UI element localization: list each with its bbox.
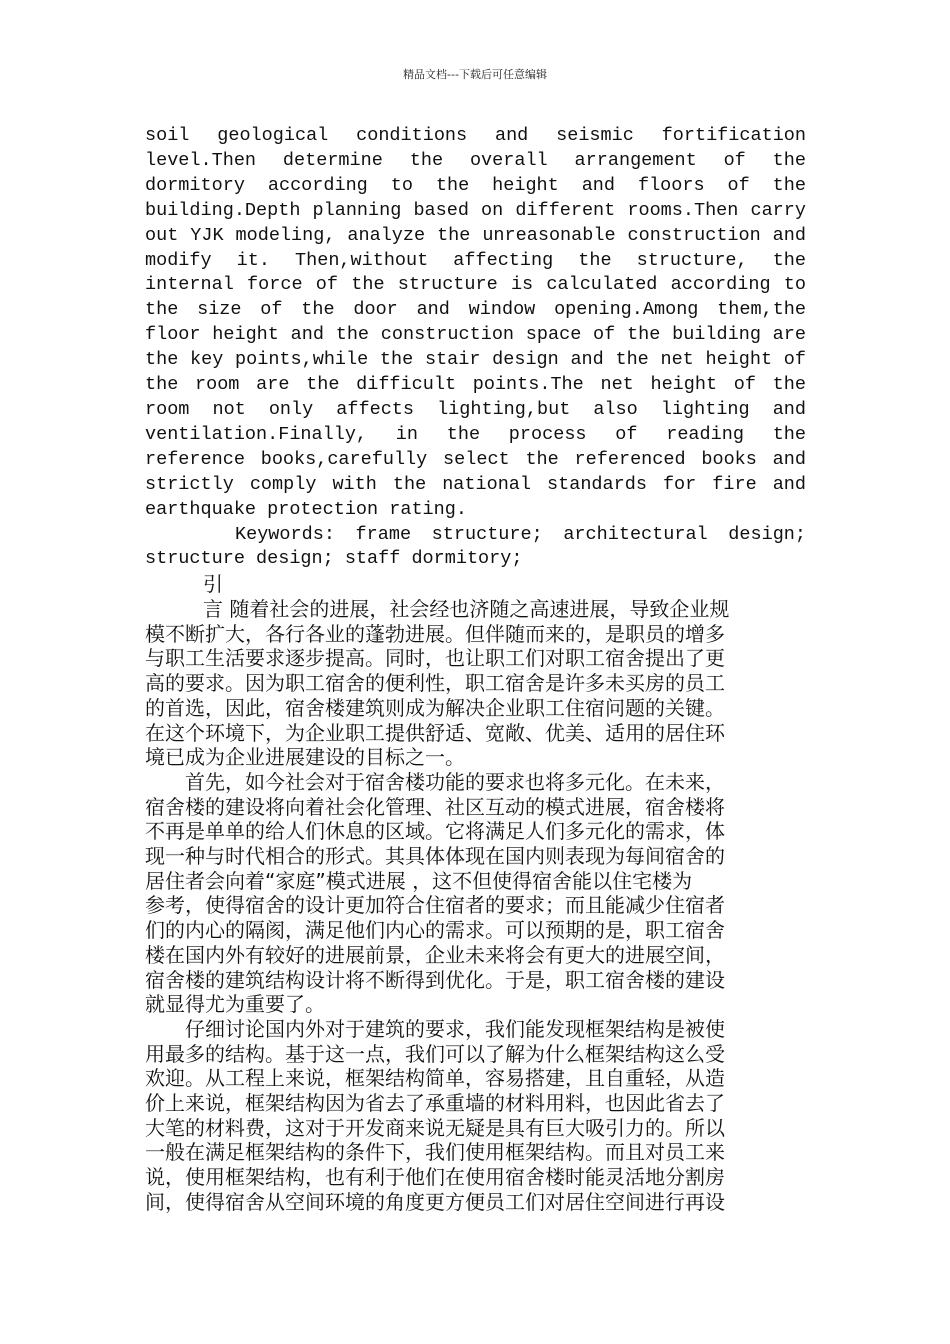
intro-paragraph-2: [145, 770, 806, 1017]
paragraph-line: 仔细讨论国内外对于建筑的要求，我们能发现框架结构是被使: [185, 1016, 725, 1041]
paragraph-line: 一般在满足框架结构的条件下，我们使用框架结构。而且对员工来: [145, 1140, 725, 1165]
abstract-line: internal force of the structure is calculated according to: [145, 274, 806, 296]
intro-paragraph-3: [145, 1017, 806, 1215]
intro-paragraph-1: [145, 597, 806, 770]
paragraph-line: 们的内心的隔阂，满足他们内心的需求。可以预期的是，职工宿舍: [145, 918, 725, 943]
paragraph-line: 参考，使得宿舍的设计更加符合住宿者的要求；而且能减少住宿者: [145, 893, 725, 918]
paragraph-line: 首先，如今社会对于宿舍楼功能的要求也将多元化。在未来，: [185, 769, 725, 794]
abstract-line: strictly comply with the national standards for fire and: [145, 473, 806, 495]
abstract-line: soil geological conditions and seismic fortification: [145, 125, 806, 146]
page-header: 精品文档---下载后可任意编辑: [403, 68, 547, 81]
paragraph-line: 楼在国内外有较好的进展前景，企业未来将会有更大的进展空间，: [145, 942, 725, 967]
paragraph-line: 的首选，因此，宿舍楼建筑则成为解决企业职工住宿问题的关键。: [145, 695, 725, 720]
abstract-line: reference books,carefully select the referenced books and: [145, 448, 806, 470]
abstract-line: building.Depth planning based on different rooms.Then carry: [145, 199, 806, 221]
abstract-line: out YJK modeling, analyze the unreasonable construction and: [145, 224, 806, 246]
paragraph-line: 不再是单单的给人们休息的区域。它将满足人们多元化的需求，体: [145, 819, 725, 844]
paragraph-line: 欢迎。从工程上来说，框架结构简单，容易搭建，且自重轻，从造: [145, 1066, 725, 1091]
abstract-line: ventilation.Finally, in the process of reading the: [145, 423, 806, 445]
document-body: [145, 124, 806, 1215]
keywords-block: [145, 523, 806, 573]
paragraph-line: 与职工生活要求逐步提高。同时，也让职工们对职工宿舍提出了更: [145, 646, 725, 671]
abstract-line: room not only affects lighting,but also lighting and: [145, 398, 806, 420]
abstract-line: the room are the difficult points.The net height of the: [145, 374, 806, 396]
keywords-line: structure design; staff dormitory;: [145, 548, 523, 570]
paragraph-line: 说，使用框架结构，也有利于他们在使用宿舍楼时能灵活地分割房: [145, 1165, 725, 1190]
abstract-line: dormitory according to the height and floors of the: [145, 174, 806, 196]
paragraph-line: 模不断扩大，各行各业的蓬勃进展。但伴随而来的，是职员的增多: [145, 621, 725, 646]
abstract-line: the size of the door and window opening.Among them,the: [145, 299, 806, 321]
intro-section: [145, 572, 806, 1214]
intro-heading: 引: [203, 572, 223, 597]
paragraph-line: 言 随着社会的进展，社会经也济随之高速进展，导致企业规: [203, 597, 730, 622]
paragraph-line: 在这个环境下，为企业职工提供舒适、宽敞、优美、适用的居住环: [145, 720, 725, 745]
paragraph-line: 现一种与时代相合的形式。其具体体现在国内则表现为每间宿舍的: [145, 844, 725, 869]
abstract-line: level.Then determine the overall arrangement of the: [145, 149, 806, 171]
paragraph-line: 宿舍楼的建设将向着社会化管理、社区互动的模式进展，宿舍楼将: [145, 794, 725, 819]
paragraph-line: 就显得尤为重要了。: [145, 992, 325, 1017]
paragraph-line: 居住者会向着“家庭”模式进展 ，这不但使得宿舍能以住宅楼为: [145, 868, 693, 893]
keywords-line: Keywords: frame structure; architectural design;: [235, 523, 806, 545]
abstract-line: modify it. Then,without affecting the structure, the: [145, 249, 806, 271]
abstract-line: earthquake protection rating.: [145, 498, 467, 520]
paragraph-line: 境已成为企业进展建设的目标之一。: [145, 745, 465, 770]
abstract-line: floor height and the construction space of the building are: [145, 324, 806, 346]
paragraph-line: 高的要求。因为职工宿舍的便利性，职工宿舍是许多未买房的员工: [145, 671, 725, 696]
paragraph-line: 大笔的材料费，这对于开发商来说无疑是具有巨大吸引力的。所以: [145, 1115, 725, 1140]
paragraph-line: 价上来说，框架结构因为省去了承重墙的材料用料，也因此省去了: [145, 1091, 725, 1116]
abstract-paragraph: [145, 124, 806, 523]
paragraph-line: 间，使得宿舍从空间环境的角度更方便员工们对居住空间进行再设: [145, 1189, 725, 1214]
paragraph-line: 用最多的结构。基于这一点，我们可以了解为什么框架结构这么受: [145, 1041, 725, 1066]
paragraph-line: 宿舍楼的建筑结构设计将不断得到优化。于是，职工宿舍楼的建设: [145, 967, 725, 992]
abstract-line: the key points,while the stair design and the net height of: [145, 349, 806, 371]
